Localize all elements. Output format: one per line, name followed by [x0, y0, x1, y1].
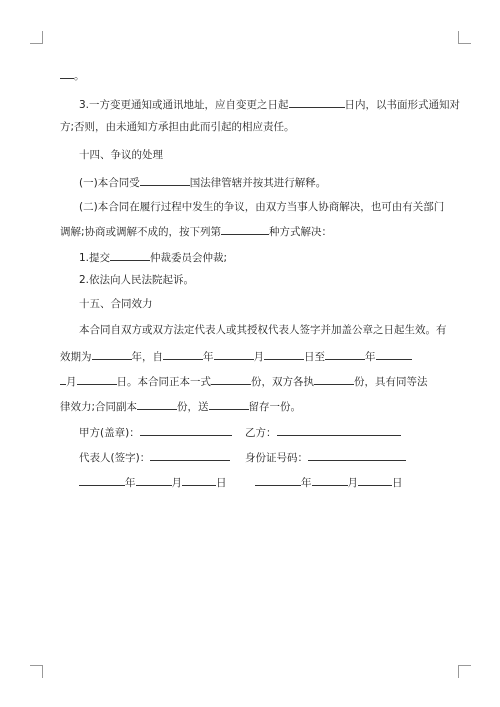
text-line: [245, 449, 406, 465]
text-segment: 年: [365, 351, 376, 363]
blank-field: [92, 348, 132, 360]
text-line: [79, 148, 163, 162]
text-segment: 日内，以书面形式通知对: [344, 99, 461, 111]
text-segment: (二)本合同在履行过程中发生的争议，由双方当事人协商解决，也可由有关部门: [79, 201, 445, 213]
text-line: [60, 223, 332, 239]
text-line: [79, 424, 232, 440]
text-segment: 年，自: [131, 351, 163, 363]
text-segment: 本合同自双方或双方法定代表人或其授权代表人签字并加盖公章之日起生效。有: [79, 324, 447, 336]
text-segment: 份，双方各执: [251, 376, 314, 388]
text-segment: 月: [253, 351, 264, 363]
text-line: [60, 373, 428, 389]
text-line: [60, 348, 412, 364]
text-line: [79, 96, 460, 112]
text-segment: 年: [203, 351, 214, 363]
text-segment: 月: [347, 477, 358, 489]
text-segment: 份，具有同等法: [354, 376, 428, 388]
text-segment: 月: [171, 477, 182, 489]
text-line: [60, 398, 301, 414]
text-segment: 仲裁委员会仲裁;: [150, 252, 228, 264]
text-segment: 种方式解决：: [269, 226, 333, 238]
blank-field: [214, 348, 254, 360]
blank-field: [376, 348, 412, 360]
text-segment: 身份证号码：: [245, 452, 308, 464]
blank-field: [140, 174, 190, 186]
text-segment: 代表人(签字)：: [79, 452, 151, 464]
text-line: [79, 297, 153, 311]
blank-field: [60, 67, 74, 79]
blank-field: [325, 348, 365, 360]
blank-field: [314, 373, 354, 385]
text-segment: 日至: [304, 351, 325, 363]
blank-field: [182, 474, 216, 486]
text-segment: 十四、争议的处理: [79, 149, 163, 161]
text-segment: 乙方：: [245, 427, 277, 439]
text-segment: 效期为: [60, 351, 92, 363]
text-segment: 2.依法向人民法院起诉。: [79, 274, 195, 286]
blank-field: [150, 449, 230, 461]
text-line: [245, 424, 401, 440]
text-line: [79, 249, 227, 265]
blank-field: [277, 424, 401, 436]
blank-field: [255, 474, 301, 486]
text-segment: 十五、合同效力: [79, 298, 153, 310]
blank-field: [358, 474, 392, 486]
text-line: [60, 67, 85, 83]
text-segment: 1.提交: [79, 252, 111, 264]
blank-field: [77, 373, 117, 385]
text-segment: 国法律管辖并按其进行解释。: [189, 177, 327, 189]
text-line: [60, 120, 295, 134]
text-line: [79, 323, 447, 337]
crop-mark-bottom-left: [30, 665, 43, 678]
blank-field: [209, 398, 249, 410]
text-segment: 月: [66, 376, 77, 388]
blank-field: [110, 249, 150, 261]
crop-mark-top-left: [30, 31, 43, 44]
blank-field: [289, 96, 345, 108]
crop-mark-top-right: [458, 31, 471, 44]
text-segment: 方;否则，由未通知方承担由此而引起的相应责任。: [60, 121, 295, 133]
crop-mark-bottom-right: [458, 665, 471, 678]
text-segment: 日。本合同正本一式: [116, 376, 211, 388]
text-segment: (一)本合同受: [79, 177, 140, 189]
text-segment: 日: [392, 477, 403, 489]
blank-field: [221, 223, 269, 235]
blank-field: [312, 474, 348, 486]
blank-field: [163, 348, 203, 360]
text-line: [79, 474, 227, 490]
blank-field: [308, 449, 406, 461]
text-segment: 调解;协商或调解不成的，按下列第: [60, 226, 222, 238]
text-line: [79, 273, 194, 287]
text-segment: 甲方(盖章)：: [79, 427, 140, 439]
blank-field: [79, 474, 125, 486]
blank-field: [136, 474, 172, 486]
text-line: [79, 200, 444, 214]
text-line: [79, 449, 230, 465]
text-segment: 日: [216, 477, 227, 489]
text-line: [255, 474, 403, 490]
blank-field: [137, 398, 177, 410]
text-segment: 年: [301, 477, 312, 489]
text-line: [79, 174, 326, 190]
text-segment: 3.一方变更通知或通讯地址，应自变更之日起: [79, 99, 289, 111]
text-segment: 年: [125, 477, 136, 489]
text-segment: 留存一份。: [248, 401, 302, 413]
blank-field: [140, 424, 232, 436]
text-segment: 。: [74, 70, 85, 82]
text-segment: 律效力;合同副本: [60, 401, 138, 413]
blank-field: [211, 373, 251, 385]
text-segment: 份，送: [177, 401, 209, 413]
blank-field: [264, 348, 304, 360]
